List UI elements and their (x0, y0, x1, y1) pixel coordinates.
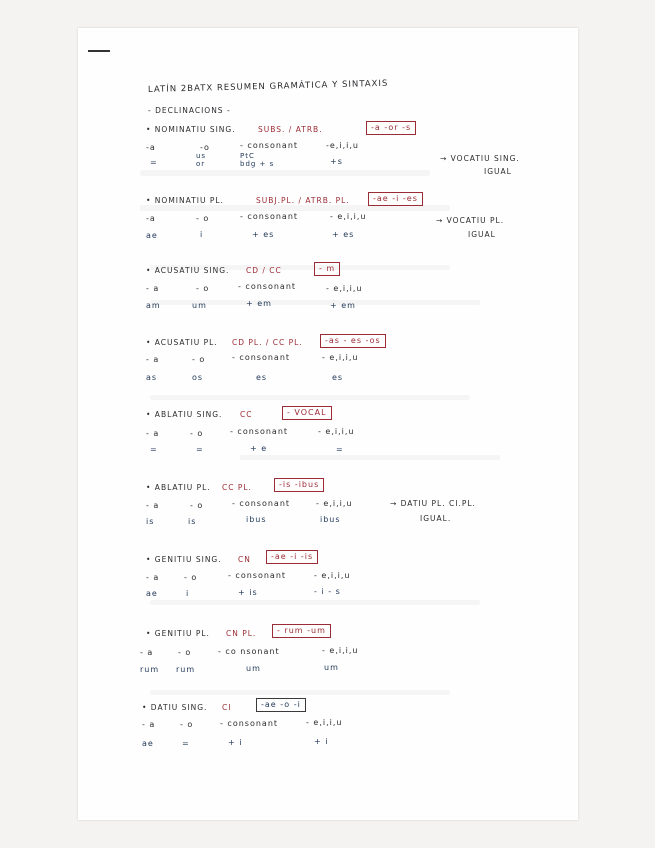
stem-header: -o (200, 143, 210, 152)
ending-form: is (188, 517, 197, 526)
stem-header: - e,i,i,u (322, 646, 359, 655)
stem-header: - e,i,i,u (306, 718, 343, 727)
ending-form: um (324, 663, 339, 672)
stem-header: -a (146, 143, 156, 152)
stem-header: - co nsonant (218, 647, 280, 656)
ending-form: is (146, 517, 155, 526)
stem-header: - consonant (220, 719, 279, 728)
endings-box: -is -ibus (274, 478, 324, 492)
case-function: CD / CC (246, 266, 282, 275)
case-label: • NOMINATIU PL. (146, 196, 224, 205)
case-label: • DATIU SING. (142, 703, 208, 712)
case-label: • ABLATIU SING. (146, 410, 223, 419)
stem-header: - a (140, 648, 154, 657)
margin-mark (88, 50, 110, 52)
case-label: • GENITIU PL. (146, 629, 210, 638)
ending-form: um (192, 301, 207, 310)
ending-form: um (246, 664, 261, 673)
stem-header: - a (146, 573, 160, 582)
ending-form: es (256, 373, 268, 382)
ending-form: + is (238, 588, 258, 597)
side-note: → VOCATIU PL. (436, 216, 505, 225)
page-title: LATÍN 2BATX RESUMEN GRAMÁTICA Y SINTAXIS (147, 78, 389, 95)
case-function: CN PL. (226, 629, 257, 638)
case-function: CC (240, 410, 253, 419)
case-function: SUBJ.PL. / ATRB. PL. (256, 196, 350, 205)
stem-header: - o (180, 720, 194, 729)
stem-header: - o (190, 501, 204, 510)
case-label: • ACUSATIU SING. (146, 266, 230, 275)
stem-header: -e,i,i,u (326, 141, 359, 150)
ending-form: i (200, 230, 204, 239)
endings-box: -as - es -os (320, 334, 386, 348)
ending-form: rum (140, 665, 160, 674)
stem-header: - a (146, 501, 160, 510)
stem-header: - consonant (228, 571, 287, 580)
ending-form: = (196, 445, 204, 454)
case-function: CC PL. (222, 483, 252, 492)
endings-box: - m (314, 262, 340, 276)
bleed-through (150, 600, 480, 605)
endings-box: -ae -i -es (368, 192, 423, 206)
ending-form: = (150, 445, 158, 454)
ending-form: ae (146, 589, 158, 598)
ending-form: + es (252, 230, 275, 239)
side-note: IGUAL (484, 167, 512, 176)
stem-header: - a (146, 355, 160, 364)
bleed-through (240, 455, 500, 460)
side-note: IGUAL (468, 230, 496, 239)
ending-form: us or (196, 152, 207, 168)
stem-header: - consonant (240, 141, 299, 150)
stem-header: - e,i,i,u (322, 353, 359, 362)
ending-form: + e (250, 444, 268, 453)
stem-header: - a (146, 429, 160, 438)
ending-form: + i (228, 738, 243, 747)
stem-header: - e,i,i,u (318, 427, 355, 436)
bleed-through (140, 170, 430, 176)
stem-header: - o (196, 214, 210, 223)
stem-header: - e,i,i,u (326, 284, 363, 293)
side-note: IGUAL. (420, 514, 452, 523)
stem-header: - consonant (240, 212, 299, 221)
case-label: • ABLATIU PL. (146, 483, 211, 492)
ending-form: = (336, 445, 344, 454)
case-function: CD PL. / CC PL. (232, 338, 303, 347)
stem-header: - e,i,i,u (330, 212, 367, 221)
ending-form: + i (314, 737, 329, 746)
ending-form: i (186, 589, 190, 598)
case-function: CN (238, 555, 251, 564)
ending-form: os (192, 373, 204, 382)
ending-form: = (150, 158, 158, 167)
ending-form: ibus (246, 515, 267, 524)
stem-header: - e,i,i,u (316, 499, 353, 508)
stem-header: - consonant (238, 282, 297, 291)
endings-box: -ae -i -is (266, 550, 318, 564)
ending-form: ae (146, 231, 158, 240)
ending-form: PtC bdg + s (240, 152, 275, 168)
ending-form: = (182, 739, 190, 748)
side-note: → VOCATIU SING. (440, 154, 520, 163)
stem-header: - consonant (230, 427, 289, 436)
ending-form: +s (330, 157, 343, 166)
endings-box: - rum -um (272, 624, 331, 638)
case-function: SUBS. / ATRB. (258, 125, 323, 134)
ending-form: ibus (320, 515, 341, 524)
stem-header: -a (146, 214, 156, 223)
page-subtitle: - DECLINACIONS - (148, 106, 231, 115)
ending-form: + es (332, 230, 355, 239)
endings-box: -ae -o -i (256, 698, 306, 712)
stem-header: - o (178, 648, 192, 657)
endings-box: -a -or -s (366, 121, 416, 135)
case-label: • NOMINATIU SING. (146, 125, 236, 134)
case-label: • GENITIU SING. (146, 555, 222, 564)
bleed-through (150, 395, 470, 400)
ending-form: es (332, 373, 344, 382)
ending-form: - i - s (314, 587, 341, 596)
ending-form: am (146, 301, 161, 310)
side-note: → DATIU PL. CI.PL. (390, 499, 476, 508)
ending-form: as (146, 373, 158, 382)
ending-form: rum (176, 665, 196, 674)
stem-header: - e,i,i,u (314, 571, 351, 580)
stem-header: - o (196, 284, 210, 293)
endings-box: - VOCAL (282, 406, 332, 420)
stem-header: - o (184, 573, 198, 582)
stem-header: - a (142, 720, 156, 729)
ending-form: + em (330, 301, 356, 310)
case-label: • ACUSATIU PL. (146, 338, 218, 347)
bleed-through (150, 690, 450, 695)
ending-form: ae (142, 739, 154, 748)
stem-header: - consonant (232, 353, 291, 362)
stem-header: - o (192, 355, 206, 364)
ending-form: + em (246, 299, 272, 308)
stem-header: - o (190, 429, 204, 438)
case-function: CI (222, 703, 232, 712)
stem-header: - a (146, 284, 160, 293)
stem-header: - consonant (232, 499, 291, 508)
